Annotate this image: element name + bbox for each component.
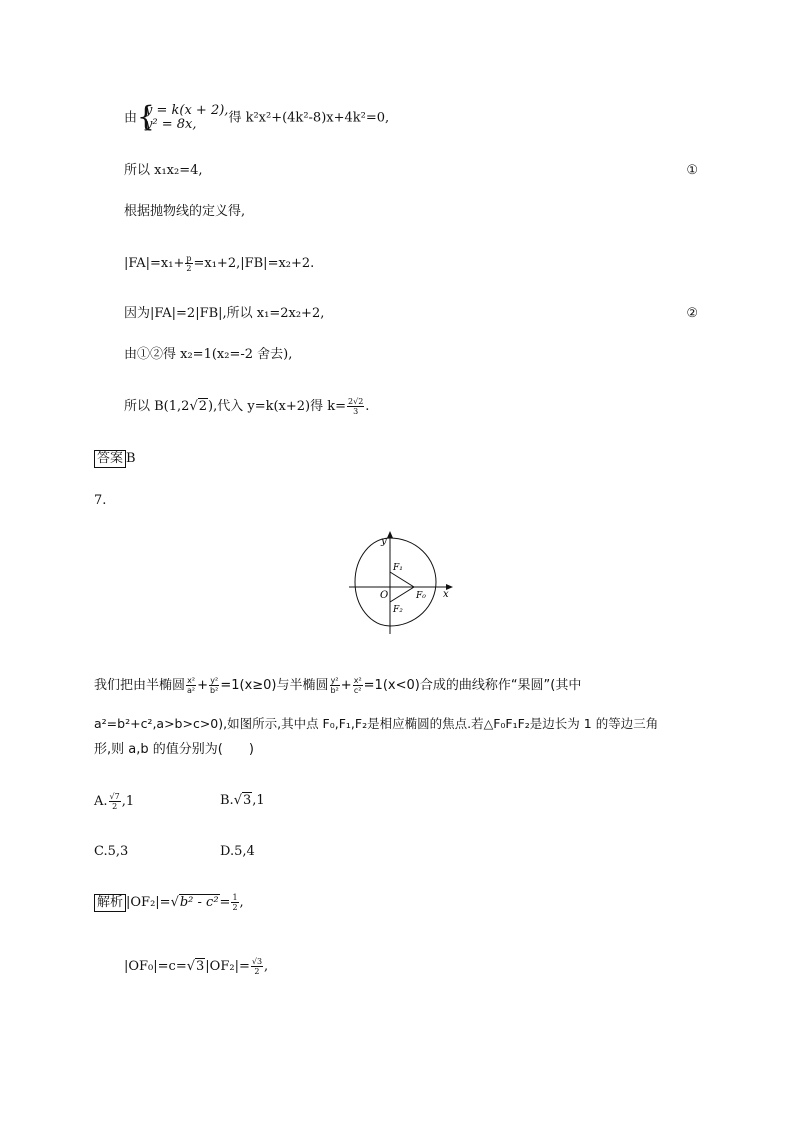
line-text: 所以 x₁x₂=4, xyxy=(124,163,203,178)
equation-row-2: y² = 8x, xyxy=(145,117,197,132)
option-rest: ,1 xyxy=(252,793,265,808)
fraction-numerator: 2√2 xyxy=(348,397,364,406)
text-segment: ),代入 y=k(x+2)得 k= xyxy=(208,399,347,414)
fraction-p-over-2 xyxy=(185,254,192,273)
label-o: O xyxy=(380,590,389,601)
text-prefix: 由 xyxy=(124,110,138,126)
fraction-numerator: x² xyxy=(353,676,362,685)
fruit-ellipse-figure xyxy=(343,530,463,635)
label-f2: F₂ xyxy=(393,605,403,615)
equation-result: 得 k²x²+(4k²-8)x+4k²=0, xyxy=(228,110,390,126)
text-segment: , xyxy=(264,959,269,974)
text-segment: =1(x≥0)与半椭圆 xyxy=(220,678,329,693)
fraction-denominator: 2 xyxy=(112,802,118,811)
fraction-denominator: 2 xyxy=(232,903,238,912)
label-f1: F₁ xyxy=(393,563,403,573)
fraction-y2-b2-left xyxy=(330,676,340,695)
text-segment: |OF₂|= xyxy=(126,895,171,910)
text-segment: =x₁+2,|FB|=x₂+2. xyxy=(193,256,315,271)
label-f0: F₀ xyxy=(416,591,426,601)
fraction-numerator: y² xyxy=(330,676,339,685)
solution-line-7 xyxy=(124,397,369,416)
text-segment: . xyxy=(365,399,370,414)
answer-line xyxy=(94,450,136,468)
fraction-k-value xyxy=(347,397,364,416)
option-d[interactable]: D.5,4 xyxy=(220,844,255,859)
sqrt-expression: √3 xyxy=(233,793,252,808)
fraction-x2-a2 xyxy=(186,676,196,695)
option-c[interactable]: C.5,3 xyxy=(94,844,129,859)
sqrt-expression: √2 xyxy=(189,399,208,414)
radicand: 2 xyxy=(198,399,208,414)
answer-label: 答案 xyxy=(94,450,126,468)
question-stem-line-2: a²=b²+c²,a>b>c>0),如图所示,其中点 F₀,F₁,F₂是相应椭圆的焦点.若△F₀F₁F₂是边长为 1 的等边三角 xyxy=(94,716,659,731)
fraction-one-half xyxy=(231,893,238,912)
fraction-y2-b2 xyxy=(209,676,219,695)
radicand: 3 xyxy=(196,959,205,974)
fraction-denominator: a² xyxy=(187,686,196,695)
fraction-numerator: √3 xyxy=(251,957,263,966)
fraction-denominator: 2 xyxy=(254,967,260,976)
radicand: 3 xyxy=(242,793,252,808)
text-segment: 我们把由半椭圆 xyxy=(94,678,186,693)
solution-line-3: 根据抛物线的定义得, xyxy=(124,204,246,219)
fraction-numerator: 1 xyxy=(232,893,238,902)
solution-line-4 xyxy=(124,254,314,273)
analysis-line-1 xyxy=(94,893,244,912)
analysis-label: 解析 xyxy=(94,894,126,912)
option-label: B. xyxy=(220,793,234,808)
solution-line-5 xyxy=(124,305,324,323)
sqrt-expression: √b² - c² xyxy=(170,895,219,910)
question-number: 7. xyxy=(94,493,107,508)
radicand: b² - c² xyxy=(179,895,219,910)
text-segment: |OF₂|= xyxy=(205,959,250,974)
fraction-numerator: x² xyxy=(187,676,196,685)
solution-line-system xyxy=(124,100,390,133)
fraction-numerator: y² xyxy=(210,676,219,685)
fraction-numerator: p xyxy=(186,254,192,263)
text-segment: |OF₀|=c= xyxy=(124,959,187,974)
line-text: 因为|FA|=2|FB|,所以 x₁=2x₂+2, xyxy=(124,306,325,321)
fraction-sqrt3-over-2 xyxy=(251,957,263,976)
label-y: y xyxy=(381,536,387,547)
option-label: A. xyxy=(94,794,108,809)
fraction-denominator: 2 xyxy=(186,264,192,273)
marker-2: ② xyxy=(686,306,698,321)
equation-system: { y = k(x + 2), y² = 8x, xyxy=(137,100,229,133)
left-half-ellipse xyxy=(355,538,390,626)
option-a[interactable] xyxy=(94,792,134,811)
marker-1: ① xyxy=(686,163,698,178)
label-x: x xyxy=(443,589,449,600)
fraction-denominator: b² xyxy=(210,686,219,695)
fraction-sqrt7-over-2 xyxy=(109,792,121,811)
text-segment: =1(x<0)合成的曲线称作“果圆”(其中 xyxy=(363,678,582,693)
plus-sign: + xyxy=(340,678,352,693)
y-axis-arrow xyxy=(387,531,393,538)
solution-line-2 xyxy=(124,162,203,180)
text-segment: = xyxy=(219,895,231,910)
text-segment: , xyxy=(239,895,244,910)
answer-value: B xyxy=(126,451,136,466)
text-segment: |FA|=x₁+ xyxy=(124,256,185,271)
solution-line-6: 由①②得 x₂=1(x₂=-2 舍去), xyxy=(124,347,293,362)
sqrt-expression: √3 xyxy=(186,959,205,974)
analysis-line-2 xyxy=(124,957,268,976)
fraction-x2-c2 xyxy=(353,676,363,695)
fraction-denominator: 3 xyxy=(353,407,359,416)
text-segment: 所以 B(1,2 xyxy=(124,399,190,414)
equation-row-1: y = k(x + 2), xyxy=(145,103,229,118)
question-stem-line-3: 形,则 a,b 的值分别为( ) xyxy=(94,742,254,757)
question-stem-line-1 xyxy=(94,676,581,695)
option-b[interactable] xyxy=(220,792,265,810)
plus-sign: + xyxy=(197,678,209,693)
fraction-numerator: √7 xyxy=(109,792,120,801)
fraction-denominator: b² xyxy=(330,686,339,695)
fraction-denominator: c² xyxy=(353,686,362,695)
option-rest: ,1 xyxy=(121,794,135,809)
